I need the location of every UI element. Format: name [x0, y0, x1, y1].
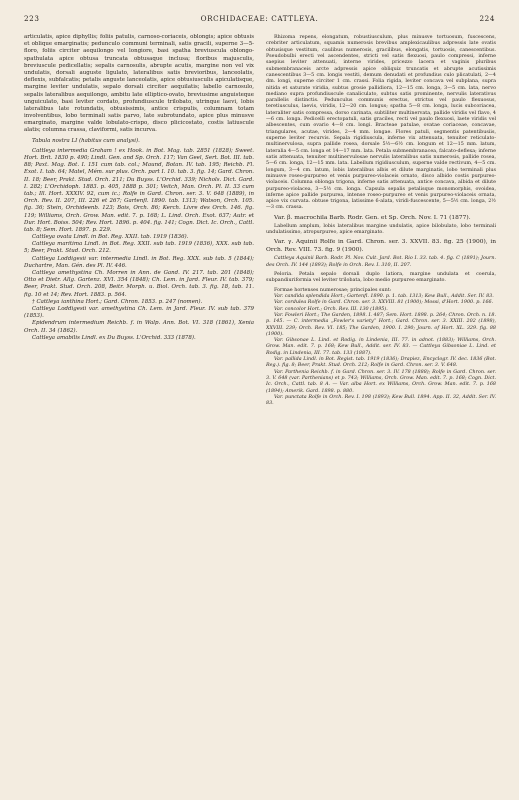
page-number-right: 224 — [479, 14, 495, 23]
right-column — [266, 34, 496, 786]
synonym-entry: Cattleya Loddigesii var. intermedia Lindl. in Bot. Reg. XXX. sub tab. 5 (1844); Duchartre, Man. Gén. des Pl. IV. 446. — [24, 255, 254, 269]
variety-heading: Var. β. macrochila Barb. Rodr. Gen. et Sp. Orch. Nov. I. 71 (1877). — [274, 214, 471, 221]
form-entry: Var. Parthenia Reichb. f. in Gard. Chron. ser. 3. IV. 178 (1888); Rolfe in Gard. Chron. ser. 3. V. 648 (var. Parthenians) et p. 743; Williams, Orch. Grow. Man. edit. 7. p. 168; Cogn. Dict. Ic. Orch., Cattl. tab. 8 A. — Var. alba Hort. ex Williams, Orch. Grow. Man. edit. 7. p. 168 (1894); Amerik. Gard. 1898. p. 880. — [266, 368, 496, 394]
left-column — [24, 34, 254, 786]
synonym-entry: † Cattleya ianthina Hort.; Gard. Chron. 1853. p. 247 (nomen). — [32, 298, 203, 305]
form-entry: Var. pallida Lindl. in Bot. Regist. tab. 1919 (1836); Drapiez, Encyclogr. IV. dec. 1836 (Bot. Reg.). fig. 8; Beer, Prakt. Stud. Orch. 212; Rolfe in Gard. Chron. ser. 3. V. 648. — [266, 356, 496, 369]
diagnosis-paragraph: articulatis, apice diphyllis; foliis patulis, carnoso-coriaceis, oblongis; apice obtusis et oblique emarginatis; pedunculo communi terminali, satis gracili, superne 3—5-floro, foliis circiter aequilongo vel longiore, basi spatha breviuscula oblongo-spathulata apice obtusa truncata obtusaque inclusa; floribus majusculis, breviuscule pedicellatis; sepalis carnosulis, abrupte acutis, margine non vel vix undulatis, dorsali auguste ligulato, lateralibus satis brevioribus, lanceolatis, deflexis, subfalcatis; petalis anguste lanceolatis, apice obtusiusculis apiculatisque, margine leviter undulatis, sepalo dorsali circiter aequilatis; labello carnosulo, sepalis lateralibus aequilongo, ambitu late elliptico-ovato, breviusime anguisteque unguiculato, basi leviter cordato, profundiuscule trilobato, utrinque laevi, lobis lateralibus late rotundatis, obtusissimis, antice crispulis, columnam totam involventibus, lobo terminali satis parvo, late subrotundato, apice plus minusve emarginato, margine valde lobulato-crispo, disco plicicostato, costis latiuscule alatis; columna crassa, claviformi, satis incurva. — [24, 34, 254, 134]
synonym-entry: Epidendrum intermedium Reichb. f. in Walp. Ann. Bot. VI. 318 (1861), Xenia Orch. II. 34 (1862). — [24, 320, 254, 334]
synonym-entry: Cattleya Aquinii Barb. Rodr. Pl. Nov. Cult. Jard. Bot. Rio I. 33. tab. 4. fig. C (1891); Journ. des Orch. IV. 144 (1893); Rolfe in Orch. Rev. I. 310, II. 207. — [266, 255, 496, 268]
peloria-paragraph: Peloria. Petala sepalo dorsali duplo latiora, margine undulata et coerula, subpandiuriformia vel leviter trilobata, lobo medio purpureo emarginato. — [266, 271, 496, 284]
form-entry: Var. candida splendida Hort.; Gartenfl. 1890. p. 1. tab. 1313; Kew Bull., Addit. Ser. IV. 83. — [274, 292, 494, 299]
horticultural-forms-intro: Formae hortenses numerosae; principales sunt: — [274, 286, 392, 293]
form-entry: Var. concolor Hort.; Orch. Rev. III. 130 (1895). — [274, 305, 388, 312]
plate-reference: Tabula nostra LI (habitus cum analysi). — [32, 137, 140, 144]
form-entry: Var. Gibsonae L. Lind. et Rodig. in Lindenia, III. 77. in adnot. (1883); Williams, Orch. Grow. Man. edit. 7. p. 168; Kew Bull., Addit. ser. IV. 83. — Cattleya Gibsoniae L. Lind. et Rodig. in Lindenia, III. 77. tab. 133 (1887). — [266, 337, 496, 356]
synonym-entry: Cattleya maritima Lindl. in Bot. Reg. XXII. sub tab. 1919 (1836), XXX. sub tab. 5; Beer, Prakt. Stud. Orch. 212. — [24, 241, 254, 255]
form-entry: Var. cordulea Rolfe in Gard. Chron. ser. 3. XXVIII. 81 (1900); Mossi, d'Hort. 1900. p. 166. — [274, 299, 494, 306]
synonym-entry: Cattleya amethystina Ch. Morren in Ann. de Gand. IV. 217. tab. 201 (1848); Otto et Dietr. Allg. Gartenz. XVI. 354 (1848); Ch. Lem. in Jard. Fleur. IV. tab. 379; Beer, Prakt. Stud. Orch. 208, Beitr. Morph. u. Biol. Orch. tab. 3. fig. 18, tab. 11. fig. 10 et 14; Rev. Hort. 1883. p. 564. — [24, 270, 254, 298]
variety-description: Labellum amplum, lobis lateralibus margine undulatis, apice bilobulato, lobo terminali undulatissimo, atropurpureo, apice emarginato. — [266, 222, 496, 236]
description-paragraph: Rhizoma repens, elongatum, robustiusculum, plus minusve tortuosum, fuscescens, crebriter articulatum, squamis numerosis brevibus amplexicaulibus adpressis late ovatis obtusisque vestitum, caulibus numerosis, gracilibus, elongatis, tortuosis, canescentibus. Pseudobulbi erecti vel ascendentes, stricti vel satis flexuosi, paulo compressi, inferne saepius leviter attenuati, interne virides, pricezzo lacera et vaginis pluribus submembranaceis arcte adpressis apice obliquiz truncatis et abrupte acutissimis canescentibus 3—5 cm. longis vestiti, demum denudati et profundius culo plicatulati, 2—4 dm. longi, superne circiter 1 cm. crassi. Folia rigida, leviter concava vel subplana, supra nitida et saturate viridia, subtus grosie pallidiora, 12—15 cm. longa, 3—5 cm. lata, nervo mediano supra profundiuscule canaliculato, subtus satis prominente, nervulis laterativus parallelis distinctis. Pedunculus communis erectus, strictus vel paulo flexuosus, teretiusculus, laevis, viridis, 12—20 cm. longus; spatha 5—8 cm. longa, lucis subcoriacea, lateraliter satis compressa, dorso carinata, subtiliter multinervata, pallide viridis vel flavo, 4—6 cm. longa. Pedicelli erectopatuli, satis graciles, recti vel paulo flexuosi, laete viridis vel albescentes, cum ovario 4—8 cm. longi. Bracteae patulae, ovatae coriaceae, concavae, triangulares, acutae, virides, 2—4 mm. longae. Flores patuli, segmentis patentibusiis, superne leviter recurvis. Sepala rigidiuscula, inferne vix attenuata, tenuiter reticulato-multinervulosa, supra pallide rosea, dorsale 5½—6½ cm. longum et 12—15 mm. latum, lateralia 4—5 cm. longa et 14—17 mm. lata. Petala submembranacea, falcato-deflexa; inferne satis attenuata, tenuiter multinervulosae nervulis lateralibus satis numerosis, pallide rosea, 5—6 cm. longa, 12—15 mm. lata. Labellum rigidiusculum, superne valde rectivum, 4—5 cm. longum, 3—4 cm. latum, lobis lateralibus albis et dilute marginatis, lobo terminali plus minusve roseo-purpureo et venis purpureo-violaceis ornato, disco albido costis purpureo-violaceis. Columna oblonga trigona, inferne satis attenuata, antice concava, albida et dilute purpureo-violacea, 3—5½ cm. longa. Capsula sepalis petalisque monomorphis, ovoidea, inferne apice pallide purpurea, intense roseo-purpureo et venis purpureo-violaceis ornata, apice vix curvata. obtuse trigona, latissime 6-alata, viridi-fuscescente, 5—5½ cm. longa, 2½—3 cm. crassa. — [266, 34, 496, 211]
synonym-entry: Cattleya ovata Lindl. in Bot. Reg. XXII. tab. 1919 (1836). — [32, 234, 189, 241]
synonym-entry: Cattleya intermedia Graham ! ex Hook. in Bot. Mag. tab. 2851 (1828); Sweet. Hort. Brit. 1830 p. 490; Lindl. Gen. and Sp. Orch. 117; Van Geel, Sert. Bot. III. tab. 88; Paxt. Mag. Bot. I. 151 cum tab. col.; Maund, Botan. IV. tab. 195; Reichb. Fl. Exot. I. tab. 64; Matel, Mém. sur plus. Orch. part I. 10. tab. 3. fig. 14; Gard. Chron. II. 18; Beer, Prakt. Stud. Orch. 211; Du Buyss. L'Orchid. 339; Nichols. Dict. Gard. I. 282; L'Orchidoph. 1883. p. 405, 1888 p. 301; Veitch, Man. Orch. Pl. II. 33 cum tab.; Ill. Hort. XXXIV. 92, cum ic.; Rolfe in Gard. Chron. ser. 3. V. 648 (1889), in Orch. Rev. II. 207, III. 226 et 267; Gartenfl. 1890. tab. 1313; Watson, Orch. 105. fig. 36; Stein, Orchideenb. 123; Bois, Orch. 86; Kerch. Livre des Orch. 146. fig. 119; Williams, Orch. Grow. Man. edit. 7. p. 168; L. Lind. Orch. Exot. 637; Autr. et Dur. Hort. Boiss. 504; Rev. Hort. 1896. p. 404. fig. 141; Cogn. Dict. Ic. Orch., Cattl. tab. 8; Sem. Hort. 1897. p. 229. — [24, 147, 254, 233]
form-entry: Var. punctata Rolfe in Orch. Rev. I. 198 (1893); Kew Bull. 1894. App. II. 32, Addit. Ser. IV. 83. — [266, 393, 496, 407]
page-header — [24, 14, 495, 26]
form-entry: Var. Fowleri Hort.; The Garden, 1898. I. 487; Sem. Hort. 1898. p. 264; Chron. Orch. n. 18. p. 145. — C. intermedia „Fowler's variety“ Hort.; Gard. Chron. ser. 3. XXIII. 202 (1898), XXVIII. 239; Orch. Rev. VI. 185; The Garden, 1900. I. 290; Journ. of Hort. XL. 329. fig. 88 (1900). — [266, 311, 496, 337]
page-number-left: 223 — [24, 14, 40, 23]
variety-heading: Var. γ. Aquinii Rolfe in Gard. Chron. ser. 3. XXVII. 83. fig. 25 (1900), in Orch. Rev. VIII. 73. fig. 9 (1900). — [266, 239, 496, 254]
synonym-entry: Cattleya amabilis Lindl. ex Du Buyss. L'Orchid. 333 (1878). — [32, 334, 196, 341]
synonym-entry: Cattleya Loddigesii var. amethystina Ch. Lem. in Jard. Fleur. IV. sub tab. 379 (1853). — [24, 305, 254, 320]
running-title: ORCHIDACEAE: CATTLEYA. — [200, 14, 319, 23]
